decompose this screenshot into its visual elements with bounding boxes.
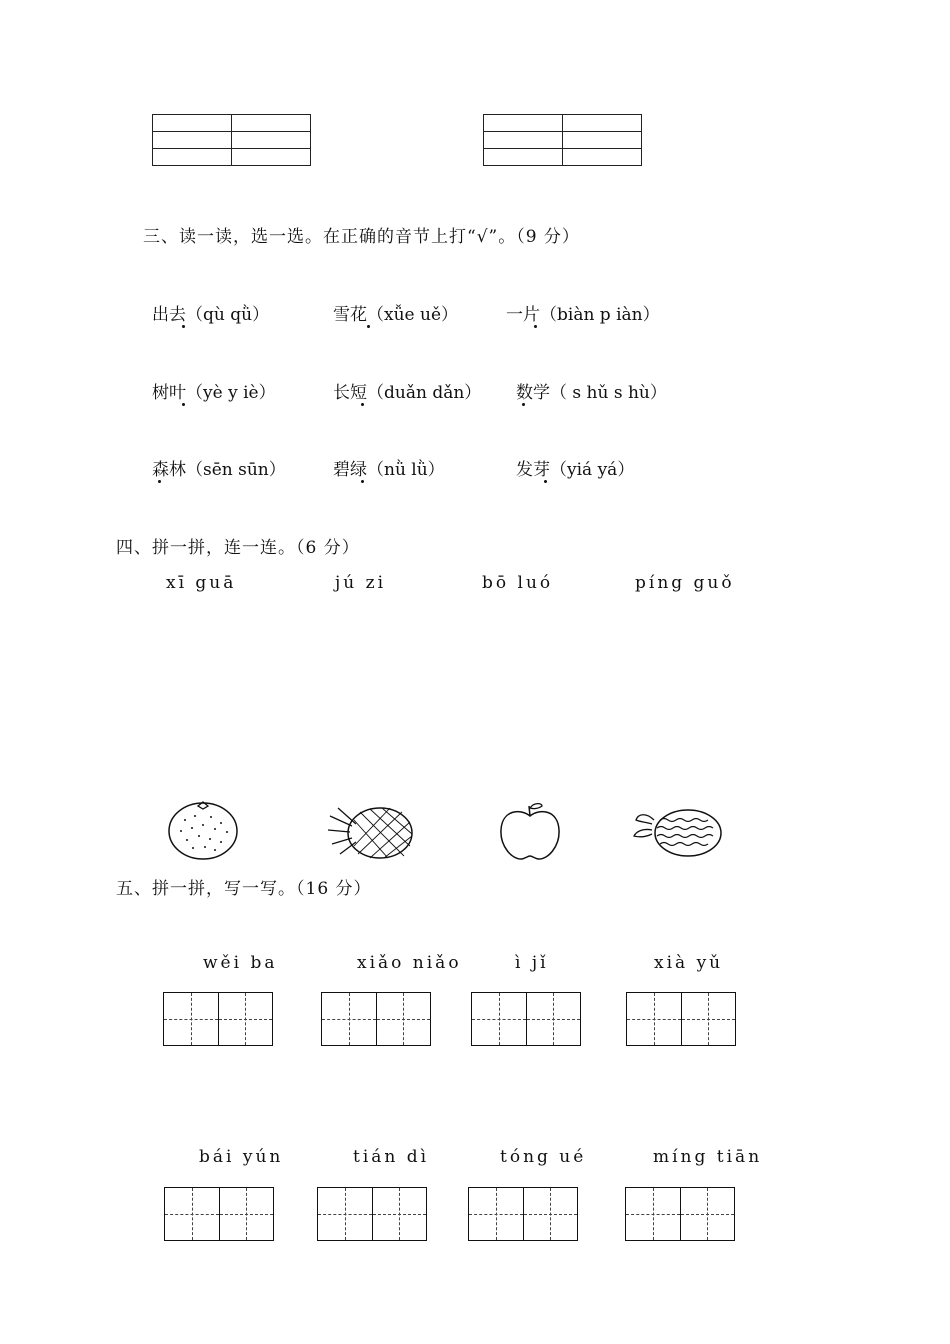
writing-cell[interactable] [626, 1188, 681, 1240]
writing-cell[interactable] [627, 993, 682, 1045]
pinyin-label: xiǎo niǎo [357, 953, 462, 973]
writing-cell[interactable] [681, 1188, 735, 1240]
question-item: 树叶（yè y iè） [152, 383, 276, 403]
pinyin-label: píng guǒ [635, 573, 735, 593]
question-item: 发芽（yiá yá） [516, 460, 635, 480]
section4-title: 四、拼一拼，连一连。（6 分） [116, 538, 360, 558]
emphasis-dot [544, 480, 547, 483]
watermelon-icon [632, 806, 724, 860]
writing-cell[interactable] [318, 1188, 373, 1240]
pinyin-label: jú zi [335, 573, 387, 593]
section3-title: 三、读一读，选一选。在正确的音节上打“√”。（9 分） [143, 227, 580, 247]
question-item: 森林（sēn sūn） [152, 460, 286, 480]
apple-icon [496, 800, 564, 862]
writing-grid[interactable] [471, 992, 581, 1046]
writing-grid[interactable] [625, 1187, 735, 1241]
emphasis-dot [182, 403, 185, 406]
writing-cell[interactable] [219, 993, 273, 1045]
emphasis-dot [522, 403, 525, 406]
writing-cell[interactable] [472, 993, 527, 1045]
question-item: 碧绿（nǜ lǜ） [333, 460, 445, 480]
answer-table-left [152, 114, 311, 166]
question-item: 雪花（xǚe uě） [333, 305, 459, 325]
pinyin-label: bái yún [199, 1147, 284, 1167]
writing-grid[interactable] [164, 1187, 274, 1241]
writing-cell[interactable] [164, 993, 219, 1045]
pinyin-label: ì jǐ [515, 953, 549, 973]
pinyin-label: bō luó [482, 573, 554, 593]
emphasis-dot [182, 325, 185, 328]
writing-cell[interactable] [469, 1188, 524, 1240]
pinyin-label: tóng ué [500, 1147, 587, 1167]
emphasis-dot [361, 403, 364, 406]
pinyin-label: xī guā [166, 573, 237, 593]
question-item: 长短（duǎn dǎn） [333, 383, 482, 403]
pinyin-label: wěi ba [203, 953, 278, 973]
emphasis-dot [367, 325, 370, 328]
pinyin-label: xià yǔ [654, 953, 724, 973]
question-item: 数学（ s hǔ s hù） [516, 383, 667, 403]
writing-cell[interactable] [373, 1188, 427, 1240]
writing-grid[interactable] [163, 992, 273, 1046]
emphasis-dot [361, 480, 364, 483]
writing-cell[interactable] [165, 1188, 220, 1240]
orange-icon [165, 798, 241, 862]
question-item: 一片（biàn p iàn） [506, 305, 660, 325]
emphasis-dot [534, 325, 537, 328]
writing-cell[interactable] [524, 1188, 578, 1240]
pineapple-icon [326, 800, 416, 862]
writing-grid[interactable] [468, 1187, 578, 1241]
writing-cell[interactable] [527, 993, 581, 1045]
answer-table-right [483, 114, 642, 166]
writing-grid[interactable] [626, 992, 736, 1046]
writing-cell[interactable] [377, 993, 431, 1045]
pinyin-label: tián dì [353, 1147, 430, 1167]
pinyin-label: míng tiān [653, 1147, 763, 1167]
writing-cell[interactable] [220, 1188, 274, 1240]
writing-cell[interactable] [322, 993, 377, 1045]
emphasis-dot [158, 480, 161, 483]
writing-grid[interactable] [321, 992, 431, 1046]
writing-grid[interactable] [317, 1187, 427, 1241]
section5-title: 五、拼一拼，写一写。（16 分） [116, 879, 372, 899]
writing-cell[interactable] [682, 993, 736, 1045]
question-item: 出去（qù qǜ） [152, 305, 270, 325]
